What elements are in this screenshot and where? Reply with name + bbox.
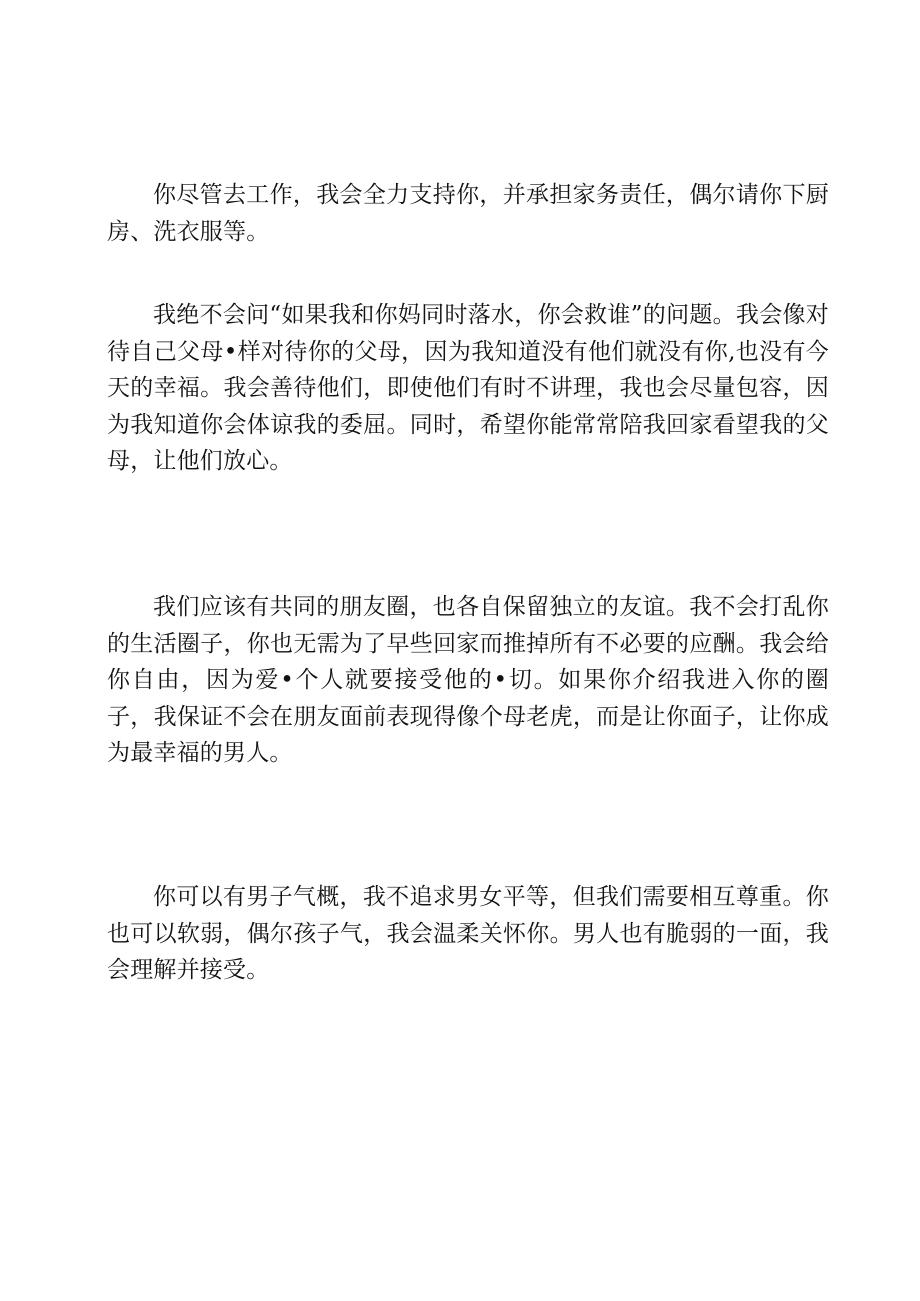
paragraph-housework: 你尽管去工作，我会全力支持你，并承担家务责任，偶尔请你下厨房、洗衣服等。 bbox=[107, 182, 829, 245]
paragraph-respect: 你可以有男子气概，我不追求男女平等，但我们需要相互尊重。你也可以软弱，偶尔孩子气，我会温柔关怀你。男人也有脆弱的一面，我会理解并接受。 bbox=[107, 884, 829, 983]
paragraph-friends: 我们应该有共同的朋友圈，也各自保留独立的友谊。我不会打乱你的生活圈子，你也无需为了早些回家而推掉所有不必要的应酬。我会给你自由，因为爱•个人就要接受他的•切。如果你介绍我进入你的圈子，我保证不会在朋友面前表现得像个母老虎，而是让你面子，让你成为最幸福的男人。 bbox=[107, 594, 829, 766]
paragraph-parents: 我绝不会问“如果我和你妈同时落水，你会救谁”的问题。我会像对待自己父母•样对待你的父母，因为我知道没有他们就没有你,也没有今天的幸福。我会善待他们，即使他们有时不讲理，我也会尽量包容，因为我知道你会体谅我的委屈。同时，希望你能常常陪我回家看望我的父母，让他们放心。 bbox=[107, 302, 829, 474]
